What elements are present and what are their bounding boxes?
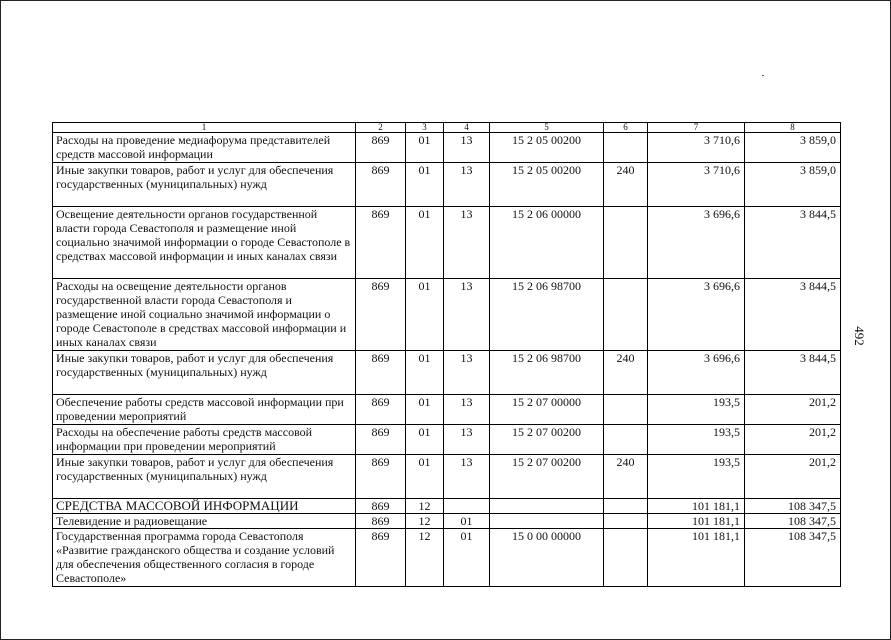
- cell-amount-1: 193,5: [648, 425, 745, 455]
- table-row: [53, 455, 841, 499]
- table-row: [53, 395, 841, 425]
- cell-subsection: 13: [444, 163, 490, 207]
- cell-amount-1: 3 710,6: [648, 133, 745, 163]
- cell-ministry: 869: [356, 279, 406, 351]
- cell-expense-type: [604, 425, 648, 455]
- table-row: [53, 499, 841, 514]
- cell-expense-type: 240: [604, 455, 648, 499]
- cell-amount-2: 108 347,5: [745, 514, 841, 529]
- cell-amount-2: 3 844,5: [745, 207, 841, 279]
- cell-subsection: 01: [444, 514, 490, 529]
- row-name: Иные закупки товаров, работ и услуг для обеспечения государственных (муниципальных) нужд: [53, 351, 356, 395]
- cell-ministry: 869: [356, 163, 406, 207]
- cell-target-article: 15 2 07 00200: [490, 455, 604, 499]
- cell-section: 12: [406, 499, 444, 514]
- cell-amount-1: 193,5: [648, 395, 745, 425]
- cell-amount-2: 3 844,5: [745, 279, 841, 351]
- row-name: Расходы на обеспечение работы средств массовой информации при проведении мероприятий: [53, 425, 356, 455]
- cell-amount-1: 101 181,1: [648, 514, 745, 529]
- cell-subsection: 13: [444, 351, 490, 395]
- cell-ministry: 869: [356, 207, 406, 279]
- cell-expense-type: [604, 499, 648, 514]
- row-name: Иные закупки товаров, работ и услуг для обеспечения государственных (муниципальных) нужд: [53, 163, 356, 207]
- cell-amount-2: 3 859,0: [745, 133, 841, 163]
- cell-expense-type: [604, 279, 648, 351]
- table-row: [53, 529, 841, 587]
- cell-subsection: 13: [444, 395, 490, 425]
- cell-amount-1: 193,5: [648, 455, 745, 499]
- row-name: Иные закупки товаров, работ и услуг для обеспечения государственных (муниципальных) нужд: [53, 455, 356, 499]
- cell-amount-2: 3 859,0: [745, 163, 841, 207]
- row-name: Расходы на освещение деятельности органов государственной власти города Севастополя и размещение иной социально значимой информации о городе Севастополе в средствах массовой информации и иных каналах связи: [53, 279, 356, 351]
- cell-ministry: 869: [356, 425, 406, 455]
- cell-target-article: 15 2 06 98700: [490, 351, 604, 395]
- column-header: 3: [406, 123, 444, 133]
- column-header: 5: [490, 123, 604, 133]
- table-row: [53, 351, 841, 395]
- column-header: 2: [356, 123, 406, 133]
- cell-section: 01: [406, 163, 444, 207]
- cell-target-article: 15 0 00 00000: [490, 529, 604, 587]
- row-name: СРЕДСТВА МАССОВОЙ ИНФОРМАЦИИ: [53, 499, 356, 514]
- cell-target-article: 15 2 05 00200: [490, 163, 604, 207]
- cell-subsection: 13: [444, 455, 490, 499]
- table-row: [53, 163, 841, 207]
- cell-ministry: 869: [356, 133, 406, 163]
- cell-amount-2: 201,2: [745, 455, 841, 499]
- cell-expense-type: [604, 514, 648, 529]
- cell-subsection: 13: [444, 133, 490, 163]
- column-header: 7: [648, 123, 745, 133]
- cell-section: 01: [406, 351, 444, 395]
- scan-speck: [762, 75, 764, 76]
- cell-target-article: [490, 514, 604, 529]
- row-name: Телевидение и радиовещание: [53, 514, 356, 529]
- cell-subsection: 13: [444, 207, 490, 279]
- page-number: 492: [852, 326, 867, 346]
- cell-subsection: [444, 499, 490, 514]
- cell-amount-1: 3 696,6: [648, 207, 745, 279]
- cell-amount-1: 101 181,1: [648, 499, 745, 514]
- row-name: Расходы на проведение медиафорума представителей средств массовой информации: [53, 133, 356, 163]
- budget-table: [52, 122, 841, 587]
- table-row: [53, 514, 841, 529]
- cell-ministry: 869: [356, 529, 406, 587]
- cell-section: 01: [406, 207, 444, 279]
- cell-subsection: 13: [444, 425, 490, 455]
- cell-expense-type: [604, 133, 648, 163]
- cell-amount-1: 3 696,6: [648, 351, 745, 395]
- table-header-row: [53, 123, 841, 133]
- cell-amount-2: 201,2: [745, 395, 841, 425]
- cell-target-article: 15 2 07 00200: [490, 425, 604, 455]
- cell-section: 01: [406, 133, 444, 163]
- cell-expense-type: [604, 529, 648, 587]
- cell-amount-1: 3 696,6: [648, 279, 745, 351]
- column-header: 4: [444, 123, 490, 133]
- cell-section: 01: [406, 395, 444, 425]
- cell-expense-type: 240: [604, 351, 648, 395]
- cell-section: 12: [406, 514, 444, 529]
- cell-amount-2: 108 347,5: [745, 529, 841, 587]
- row-name: Обеспечение работы средств массовой информации при проведении мероприятий: [53, 395, 356, 425]
- cell-subsection: 13: [444, 279, 490, 351]
- cell-expense-type: [604, 207, 648, 279]
- cell-target-article: [490, 499, 604, 514]
- column-header: 6: [604, 123, 648, 133]
- column-header: 8: [745, 123, 841, 133]
- column-header: 1: [53, 123, 356, 133]
- cell-amount-1: 101 181,1: [648, 529, 745, 587]
- table-row: [53, 133, 841, 163]
- cell-ministry: 869: [356, 351, 406, 395]
- table-row: [53, 425, 841, 455]
- cell-expense-type: 240: [604, 163, 648, 207]
- table-row: [53, 279, 841, 351]
- cell-ministry: 869: [356, 499, 406, 514]
- row-name: Государственная программа города Севастополя «Развитие гражданского общества и создание условий для обеспечения общественного согласия в городе Севастополе»: [53, 529, 356, 587]
- cell-target-article: 15 2 07 00000: [490, 395, 604, 425]
- cell-subsection: 01: [444, 529, 490, 587]
- cell-target-article: 15 2 06 00000: [490, 207, 604, 279]
- cell-ministry: 869: [356, 455, 406, 499]
- row-name: Освещение деятельности органов государственной власти города Севастополя и размещение иной социально значимой информации о городе Севастополе в средствах массовой информации и иных каналах связи: [53, 207, 356, 279]
- cell-amount-2: 3 844,5: [745, 351, 841, 395]
- cell-amount-1: 3 710,6: [648, 163, 745, 207]
- table-row: [53, 207, 841, 279]
- cell-ministry: 869: [356, 514, 406, 529]
- cell-section: 01: [406, 425, 444, 455]
- cell-target-article: 15 2 05 00200: [490, 133, 604, 163]
- cell-section: 12: [406, 529, 444, 587]
- cell-section: 01: [406, 279, 444, 351]
- cell-amount-2: 108 347,5: [745, 499, 841, 514]
- cell-ministry: 869: [356, 395, 406, 425]
- cell-amount-2: 201,2: [745, 425, 841, 455]
- cell-section: 01: [406, 455, 444, 499]
- cell-target-article: 15 2 06 98700: [490, 279, 604, 351]
- cell-expense-type: [604, 395, 648, 425]
